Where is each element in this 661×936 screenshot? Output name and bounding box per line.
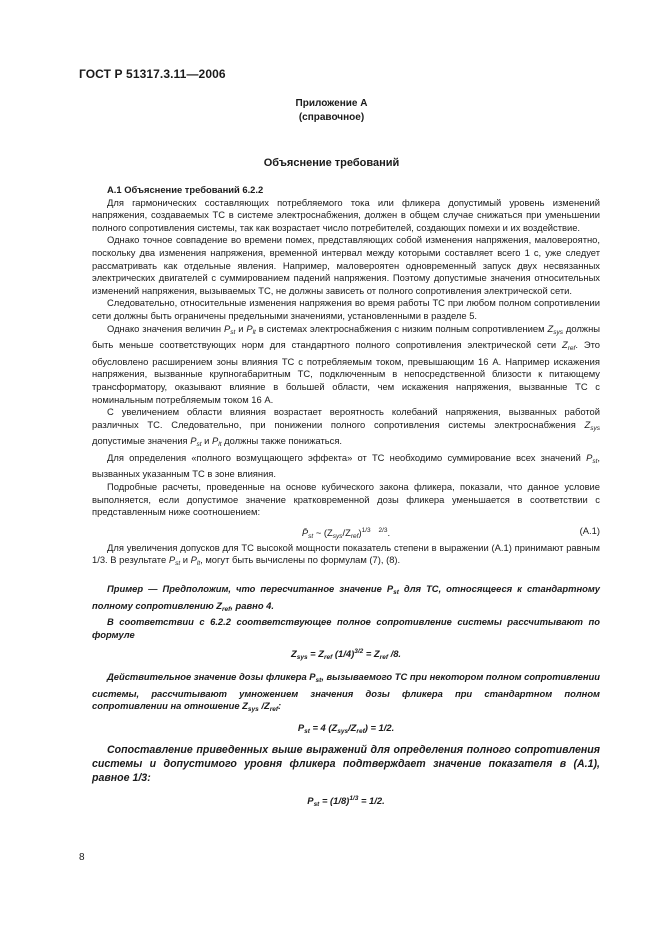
appendix-label — [80, 97, 583, 125]
appendix-title: Приложение А — [295, 98, 368, 109]
formula-zsys: $Z_{sys} = Z_{ref}$ $(1/4)^{3/2} = Z_{ref}$ /8. — [290, 648, 402, 662]
paragraph-3: Следовательно, относительные изменения напряжения во время работы ТС при любом полном сопротивлении сети должны быть ограничены предельными значениями, установленными в разделе 5. — [92, 297, 600, 321]
paragraph-4: Однако значения величин $P_{st}$ и $P_{lt}$ в системах электроснабжения с низким полным сопротивлением $Z_{sys}$ должны быть меньше соответствующих норм для стандартного полного сопротивления электрической сети $Z_{ref}$. Это обусловлено расширением зоны влияния ТС с потребляемым током, превышающим 16 А. Например искажения напряжения, вызванные крупногабаритным ТС, подключенным в непосредственной близости к питающему трансформатору, оказывают влияние в большей области, чем искажения напряжения, вызванные ТС с номинальным потребляемым током 16 А. — [92, 322, 600, 405]
paragraph-6: Для определения «полного возмущающего эффекта» от ТС необходимо суммирование всех значений $P_{st}$, вызванных указанным ТС в зоне влияния. — [92, 451, 600, 480]
example-paragraph-2: В соответствии с 6.2.2 соответствующее полное сопротивление системы рассчитывают по формуле — [92, 616, 600, 640]
page-number: 8 — [79, 852, 85, 863]
paragraph-1: Для гармонических составляющих потребляемого тока или фликера допустимый уровень изменений напряжения, создаваемых ТС в системе электроснабжения, должен в общем случае снижаться при уменьшении полного сопротивления системы, так как возрастает число потребителей, создающих помехи и их воздействие. — [92, 196, 600, 233]
paragraph-8: Для увеличения допусков для ТС высокой мощности показатель степени в выражении (А.1) принимают равным 1/3. В результате $P_{st}$ и $P_{lt}$, могут быть вычислены по формулам (7), (8). — [92, 541, 600, 568]
subsection-heading: А.1 Объяснение требований 6.2.2 — [107, 184, 264, 195]
appendix-type: (справочное) — [298, 112, 365, 123]
formula-pst: $P_{st} = 4$ $(Z_{sys}/Z_{ref}) = 1/2$. — [297, 721, 395, 735]
section-title: Объяснение требований — [263, 157, 400, 169]
paragraph-5: С увеличением области влияния возрастает вероятность колебаний напряжения, вызванных работой различных ТС. Следовательно, при понижении полного сопротивления системы электроснабжения $Z_{sys}$ допустимые значения $P_{st}$ и $P_{lt}$ должны также понижаться. — [92, 406, 600, 449]
formula-pst-result: $P_{st} = (1/8)^{1/3} = 1/2$. — [307, 795, 385, 809]
formula-a1: $P̄_{st}$ ~ $(Z_{sys}/Z_{ref})^{1/3}$ $^{2/3}$. (А.1) — [301, 524, 600, 540]
paragraph-7: Подробные расчеты, проведенные на основе кубического закона фликера, показали, что данное условие выполняется, если допустимое значение кратковременной дозы фликера уменьшается в соответствии с представленным ниже соотношением: — [92, 481, 600, 518]
example-paragraph-3: Действительное значение дозы фликера $P_{st}$, вызываемого ТС при некотором полном сопротивлении системы, рассчитывают умножением значения дозы фликера при стандартном полном сопротивлении на отношение $Z_{sys}$ $/Z_{ref}$: — [92, 671, 600, 714]
paragraph-2: Однако точное совпадение во времени помех, представляющих собой изменения напряжения, маловероятно, поскольку два изменения напряжения, временной интервал между которыми составляет всего 1 с, уже следует рассматривать как отдельные явления. Например, маловероятен одновременный запуск двух несвязанных электрических двигателей с суммированием падений напряжения. Поэтому допустимые значения относительных изменений напряжения, вызываемых ТС, не должны зависеть от полного сопротивления электрической сети. — [92, 234, 600, 296]
example-paragraph-4: Сопоставление приведенных выше выражений для определения полного сопротивления системы и допустимого уровня фликера подтверждает значение показателя в (А.1), равное 1/3: — [92, 744, 600, 784]
formula-number: (А.1) — [579, 524, 600, 536]
document-header: ГОСТ Р 51317.3.11—2006 — [79, 67, 226, 81]
example-paragraph-1: Пример — Предположим, что пересчитанное значение $P_{st}$ для ТС, относящееся к стандартному полному сопротивлению $Z_{ref}$, равно 4. — [92, 583, 600, 613]
body-text — [92, 184, 600, 818]
